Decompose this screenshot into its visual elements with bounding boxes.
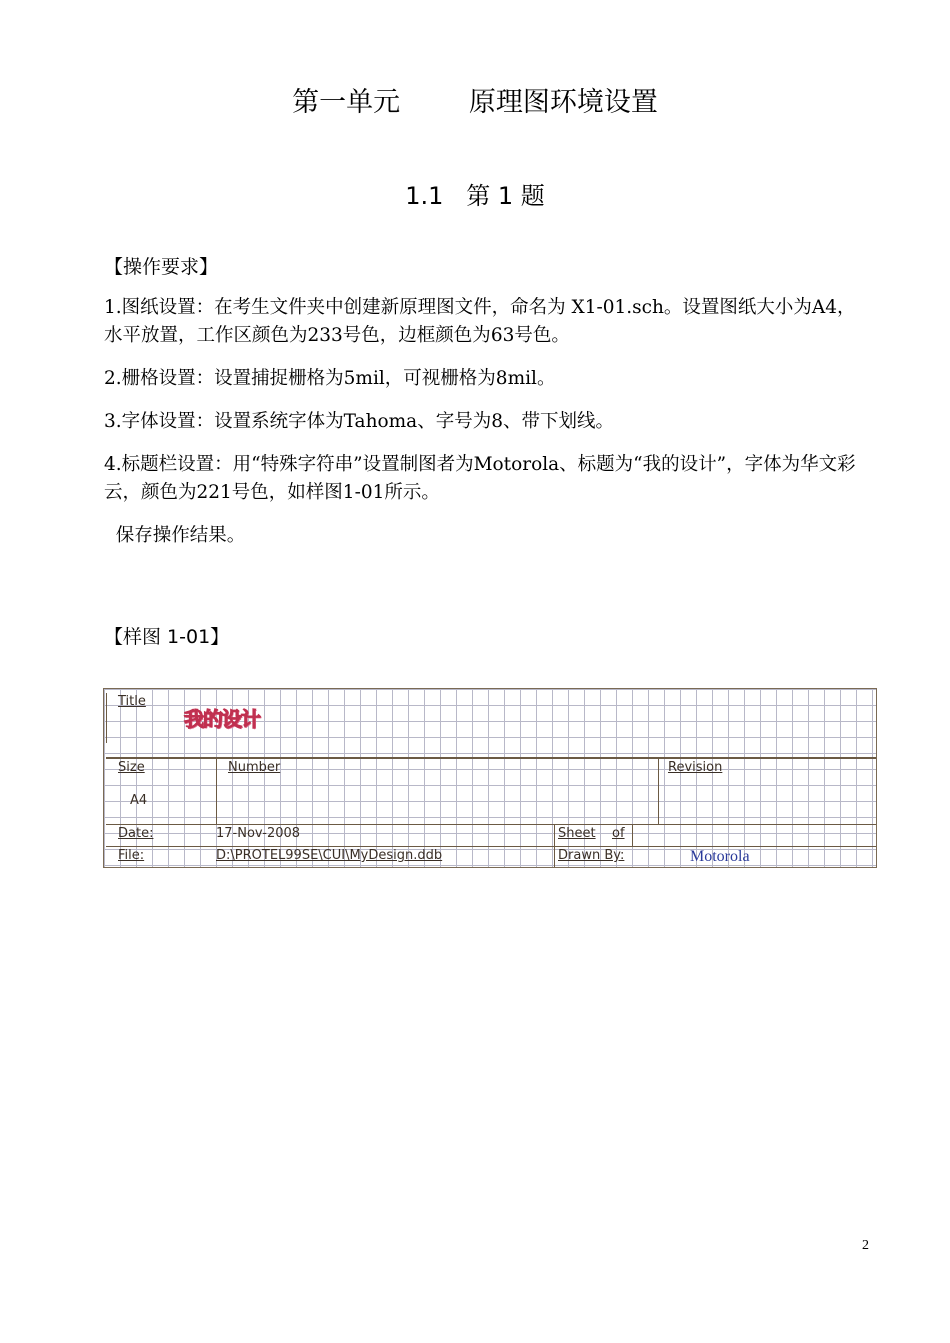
sheet-left-divider <box>554 825 555 867</box>
date-label: Date: <box>118 826 154 841</box>
size-label: Size <box>118 760 145 775</box>
requirement-item-2: 2.栅格设置：设置捕捉栅格为5mil，可视栅格为8mil。 <box>104 368 556 389</box>
size-value: A4 <box>130 793 148 808</box>
sheet-label: Sheet <box>558 826 596 841</box>
sample-figure-heading: 【样图 1-01】 <box>104 626 230 648</box>
requirements-heading: 【操作要求】 <box>104 256 219 278</box>
file-row-divider <box>106 846 876 847</box>
section-title: 1.1 第 1 题 <box>405 182 545 210</box>
number-revision-divider <box>658 759 659 825</box>
requirement-item-1: 1.图纸设置：在考生文件夹中创建新原理图文件，命名为 X1-01.sch。设置图纸大小为A4，水平放置，工作区颜色为233号色，边框颜色为63号色。 <box>104 297 856 346</box>
page-number: 2 <box>862 1238 869 1253</box>
file-path-value: D:\PROTEL99SE\CUI\MyDesign.ddb <box>216 848 443 863</box>
unit-title: 第一单元 原理图环境设置 <box>292 87 658 118</box>
file-label: File: <box>118 848 145 863</box>
date-value: 17-Nov-2008 <box>216 826 301 841</box>
of-label: of <box>612 826 625 841</box>
sheet-right-divider <box>632 825 633 846</box>
date-row-divider <box>106 824 876 825</box>
save-instruction: 保存操作结果。 <box>104 525 246 546</box>
schematic-title-block <box>103 688 877 868</box>
drawn-by-value: Motorola <box>690 848 750 865</box>
drawn-by-label: Drawn By: <box>558 848 625 863</box>
number-label: Number <box>228 760 281 775</box>
title-left-border <box>106 693 107 743</box>
title-row-divider <box>106 757 876 759</box>
requirement-item-4: 4.标题栏设置：用“特殊字符串”设置制图者为Motorola、标题为“我的设计”，字体为华文彩云，颜色为221号色，如样图1-01所示。 <box>104 454 856 503</box>
size-number-divider <box>216 759 217 825</box>
requirement-item-3: 3.字体设置：设置系统字体为Tahoma、字号为8、带下划线。 <box>104 411 614 432</box>
title-label: Title <box>118 694 146 709</box>
title-value: 我的设计 <box>184 707 260 731</box>
revision-label: Revision <box>668 760 723 775</box>
